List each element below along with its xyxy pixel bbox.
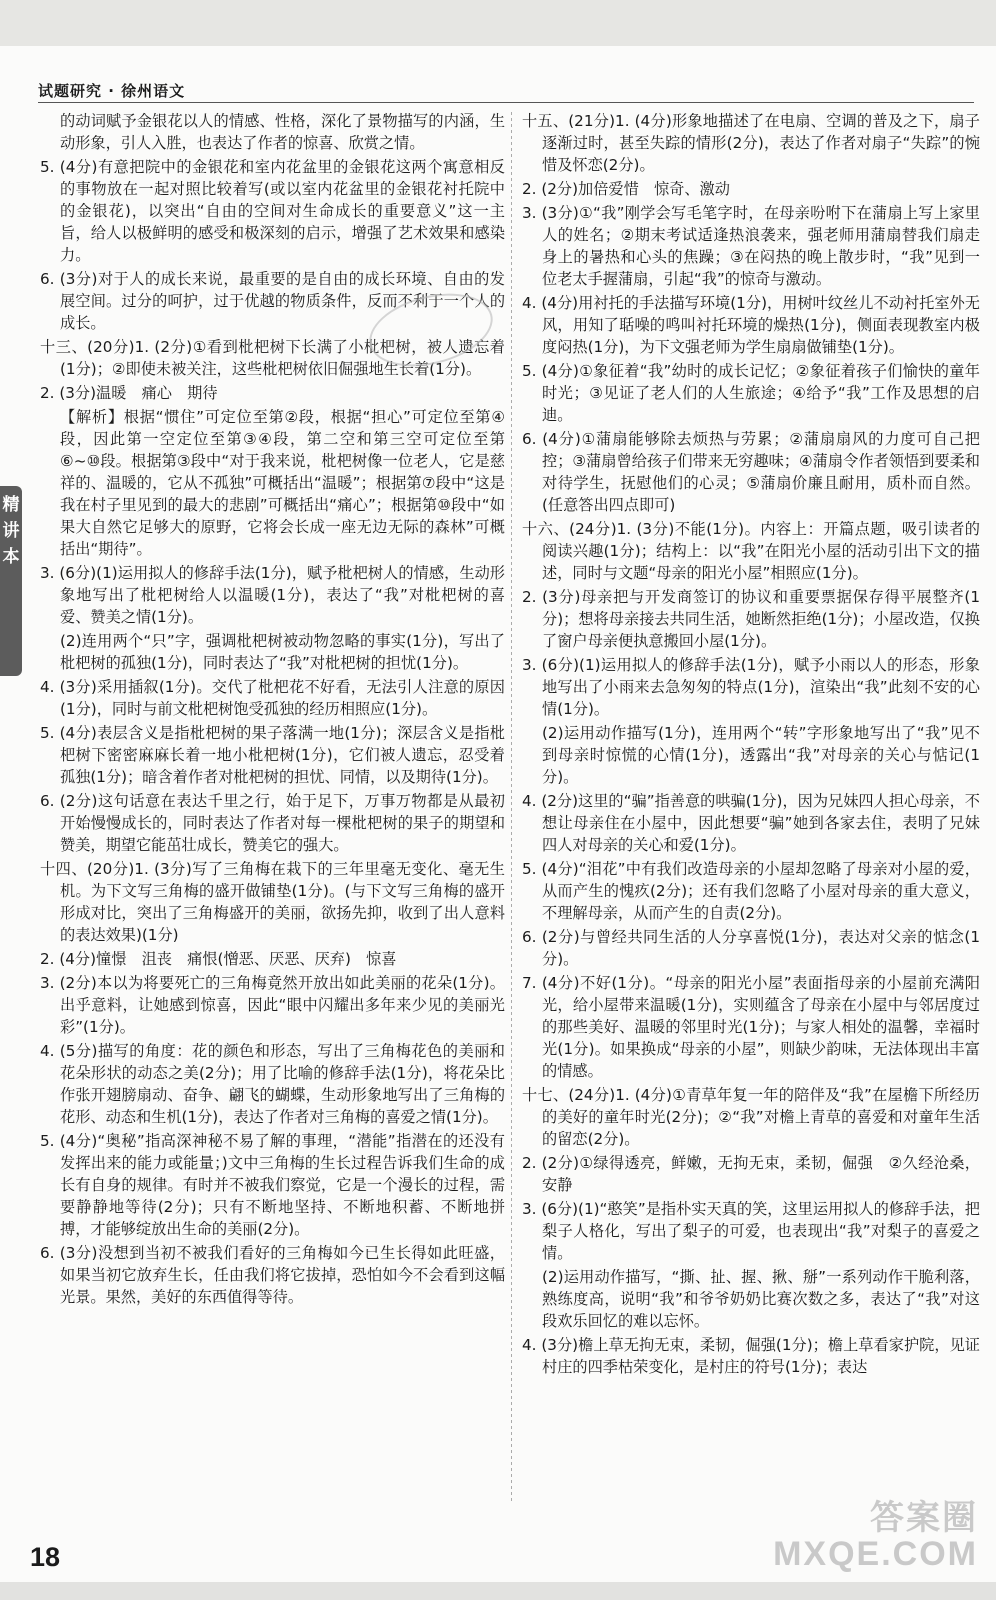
header-rule xyxy=(38,102,974,103)
side-tab: 精讲本 xyxy=(0,486,22,676)
watermark-line2: MXQE.COM xyxy=(773,1535,978,1573)
answer-paragraph: 2. (4分)憧憬 沮丧 痛恨(憎恶、厌恶、厌弃) 惊喜 xyxy=(40,950,397,968)
answer-paragraph: 3. (3分)①“我”刚学会写毛笔字时，在母亲吩咐下在蒲扇上写上家里人的姓名；②期末考试适逢热浪袭来，强老师用蒲扇替我们扇走身上的暑热和心头的焦躁；③在闷热的晚上散步时，“我”见到一位老太手握蒲扇，引起“我”的惊奇与激动。 xyxy=(522,204,980,288)
answer-paragraph: 7. (4分)不好(1分)。“母亲的阳光小屋”表面指母亲的小屋前充满阳光，给小屋带来温暖(1分)，实则蕴含了母亲在小屋中与邻居度过的那些美好、温暖的邻里时光(1分)；与家人相处的温馨，幸福时光(1分)。如果换成“母亲的小屋”，则缺少韵味，无法体现出丰富的情感。 xyxy=(522,974,980,1080)
answer-paragraph: 3. (6分)(1)运用拟人的修辞手法(1分)，赋予枇杷树人的情感，生动形象地写出了枇杷树给人以温暖(1分)，表达了“我”对枇杷树的喜爱、赞美之情(1分)。 xyxy=(40,564,505,626)
answer-paragraph: 5. (4分)有意把院中的金银花和室内花盆里的金银花这两个寓意相反的事物放在一起对照比较着写(或以室内花盆里的金银花衬托院中的金银花)，以突出“自由的空间对生命成长的重要意义”这一主旨，给人以极鲜明的感受和极深刻的启示，增强了艺术效果和感染力。 xyxy=(40,158,505,264)
answer-paragraph: 6. (2分)这句话意在表达千里之行，始于足下，万事万物都是从最初开始慢慢成长的，同时表达了作者对每一棵枇杷树的果子的期望和赞美，期望它能茁壮成长，赞美它的强大。 xyxy=(40,792,505,854)
answer-paragraph: (2)运用动作描写(1分)，连用两个“转”字形象地写出了“我”见不到母亲时惊慌的心情(1分)，透露出“我”对母亲的关心与惦记(1分)。 xyxy=(542,724,980,786)
answer-paragraph: 十七、(24分)1. (4分)①青草年复一年的陪伴及“我”在屋檐下所经历的美好的童年时光(2分)；②“我”对檐上青草的喜爱和对童年生活的留恋(2分)。 xyxy=(522,1086,980,1148)
answer-paragraph: (2)连用两个“只”字，强调枇杷树被动物忽略的事实(1分)，写出了枇杷树的孤独(1分)，同时表达了“我”对枇杷树的担忧(1分)。 xyxy=(60,632,505,672)
answer-paragraph: 5. (4分)表层含义是指枇杷树的果子落满一地(1分)；深层含义是指枇杷树下密密麻麻长着一地小枇杷树(1分)，它们被人遗忘，忍受着孤独(1分)；暗含着作者对枇杷树的担忧、同情，以及期待(1分)。 xyxy=(40,724,505,786)
answer-paragraph: 4. (3分)采用插叙(1分)。交代了枇杷花不好看，无法引人注意的原因(1分)，同时与前文枇杷树饱受孤独的经历相照应(1分)。 xyxy=(40,678,505,718)
answer-paragraph: 5. (4分)“泪花”中有我们改造母亲的小屋却忽略了母亲对小屋的爱，从而产生的愧疚(2分)；还有我们忽略了小屋对母亲的重大意义，不理解母亲，从而产生的自责(2分)。 xyxy=(522,860,980,922)
answer-paragraph: 的动词赋予金银花以人的情感、性格，深化了景物描写的内涵，生动形象，引人入胜，也表达了作者的惊喜、欣赏之情。 xyxy=(60,112,505,152)
answer-paragraph: 4. (4分)用衬托的手法描写环境(1分)，用树叶纹丝儿不动衬托室外无风，用知了聒噪的鸣叫衬托环境的燥热(1分)，侧面表现教室内极度闷热(1分)，为下文强老师为学生扇扇做铺垫(1分)。 xyxy=(522,294,980,356)
scan-top-band xyxy=(0,0,996,46)
answer-paragraph: 2. (3分)温暖 痛心 期待 xyxy=(40,384,218,402)
answer-paragraph: 4. (5分)描写的角度：花的颜色和形态，写出了三角梅花色的美丽和花朵形状的动态之美(2分)；用了比喻的修辞手法(1分)，将花朵比作张开翅膀扇动、奋争、翩飞的蝴蝶，生动形象地写出了三角梅的花形、动态和生机(1分)，表达了作者对三角梅的喜爱之情(1分)。 xyxy=(40,1042,505,1126)
answer-paragraph: 2. (2分)加倍爱惜 惊奇、激动 xyxy=(522,180,730,198)
answer-paragraph: (2)运用动作描写，“撕、扯、握、揪、掰”一系列动作干脆利落，熟练度高，说明“我”和爷爷奶奶比赛次数之多，表达了“我”对这段欢乐回忆的难以忘怀。 xyxy=(542,1268,980,1330)
answer-paragraph: 6. (4分)①蒲扇能够除去烦热与劳累；②蒲扇扇风的力度可自己把控；③蒲扇曾给孩子们带来无穷趣味；④蒲扇令作者领悟到要柔和对待学生，抚慰他们的心灵；⑤蒲扇价廉且耐用，质朴而自然。(任意答出四点即可) xyxy=(522,430,980,514)
answer-paragraph: 十四、(20分)1. (3分)写了三角梅在栽下的三年里毫无变化、毫无生机。为下文写三角梅的盛开做铺垫(1分)。(与下文写三角梅的盛开形成对比，突出了三角梅盛开的美丽，欲扬先抑，收到了出人意料的表达效果)(1分) xyxy=(40,860,505,944)
answer-paragraph: 【解析】根据“惯住”可定位至第②段，根据“担心”可定位至第④段，因此第一空定位至第③④段，第二空和第三空可定位至第⑥~⑩段。根据第③段中“对于我来说，枇杷树像一位老人，它是慈祥的、温暖的，它从不孤独”可概括出“温暖”；根据第⑦段中“这是我在村子里见到的最大的悲剧”可概括出“痛心”；根据第⑩段中“如果大自然它足够大的原野，它将会长成一座无边无际的森林”可概括出“期待”。 xyxy=(60,408,505,558)
answer-paragraph: 5. (4分)①象征着“我”幼时的成长记忆；②象征着孩子们愉快的童年时光；③见证了老人们的人生旅途；④给予“我”工作及思想的启迪。 xyxy=(522,362,980,424)
watermark-line1: 答案圈 xyxy=(870,1499,978,1537)
answer-paragraph: 2. (3分)母亲把与开发商签订的协议和重要票据保存得平展整齐(1分)；想将母亲接去共同生活，她断然拒绝(1分)；小屋改造，仅换了窗户母亲便执意搬回小屋(1分)。 xyxy=(522,588,980,650)
answer-paragraph: 3. (2分)本以为将要死亡的三角梅竟然开放出如此美丽的花朵(1分)。出乎意料，让她感到惊喜，因此“眼中闪耀出多年来少见的美丽光彩”(1分)。 xyxy=(40,974,505,1036)
answer-paragraph: 十三、(20分)1. (2分)①看到枇杷树下长满了小枇杷树，被人遗忘着(1分)；②即使未被关注，这些枇杷树依旧倔强地生长着(1分)。 xyxy=(40,338,505,378)
answer-paragraph: 6. (3分)没想到当初不被我们看好的三角梅如今已生长得如此旺盛，如果当初它放弃生长，任由我们将它拔掉，恐怕如今不会看到这幅光景。果然，美好的东西值得等待。 xyxy=(40,1244,505,1306)
answer-paragraph: 6. (2分)与曾经共同生活的人分享喜悦(1分)，表达对父亲的惦念(1分)。 xyxy=(522,928,980,968)
page-header: 试题研究 · 徐州语文 xyxy=(38,82,186,100)
right-column xyxy=(522,110,980,1510)
answer-paragraph: 4. (2分)这里的“骗”指善意的哄骗(1分)，因为兄妹四人担心母亲，不想让母亲住在小屋中，因此想要“骗”她到各家去住，表明了兄妹四人对母亲的关心和爱(1分)。 xyxy=(522,792,980,854)
answer-paragraph: 3. (6分)(1)运用拟人的修辞手法(1分)，赋予小雨以人的形态，形象地写出了小雨来去急匆匆的特点(1分)，渲染出“我”此刻不安的心情(1分)。 xyxy=(522,656,980,718)
column-divider xyxy=(511,112,512,1502)
answer-paragraph: 6. (3分)对于人的成长来说，最重要的是自由的成长环境、自由的发展空间。过分的呵护，过于优越的物质条件，反而不利于一个人的成长。 xyxy=(40,270,505,332)
page-number: 18 xyxy=(30,1542,61,1572)
scan-bottom-band xyxy=(0,1582,996,1600)
watermark xyxy=(773,1500,978,1572)
answer-paragraph: 十五、(21分)1. (4分)形象地描述了在电扇、空调的普及之下，扇子逐渐过时，甚至失踪的情形(2分)，表达了作者对扇子“失踪”的惋惜及怀恋(2分)。 xyxy=(522,112,980,174)
answer-paragraph: 2. (2分)①绿得透亮，鲜嫩，无拘无束，柔韧，倔强 ②久经沧桑，安静 xyxy=(522,1154,980,1194)
answer-paragraph: 3. (6分)(1)“憨笑”是指朴实天真的笑，这里运用拟人的修辞手法，把梨子人格化，写出了梨子的可爱，也表现出“我”对梨子的喜爱之情。 xyxy=(522,1200,980,1262)
answer-paragraph: 5. (4分)“奥秘”指高深神秘不易了解的事理，“潜能”指潜在的还没有发挥出来的能力或能量；)文中三角梅的生长过程告诉我们生命的成长有自身的规律。有时并不被我们察觉，它是一个漫长的过程，需要静静地等待(2分)；只有不断地坚持、不断地积蓄、不断地拼搏，才能够绽放出生命的美丽(2分)。 xyxy=(40,1132,505,1238)
answer-paragraph: 4. (3分)檐上草无拘无束，柔韧，倔强(1分)；檐上草看家护院，见证村庄的四季枯荣变化，是村庄的符号(1分)；表达 xyxy=(522,1336,980,1376)
answer-paragraph: 十六、(24分)1. (3分)不能(1分)。内容上：开篇点题，吸引读者的阅读兴趣(1分)；结构上：以“我”在阳光小屋的活动引出下文的描述，同时与文题“母亲的阳光小屋”相照应(1分)。 xyxy=(522,520,980,582)
